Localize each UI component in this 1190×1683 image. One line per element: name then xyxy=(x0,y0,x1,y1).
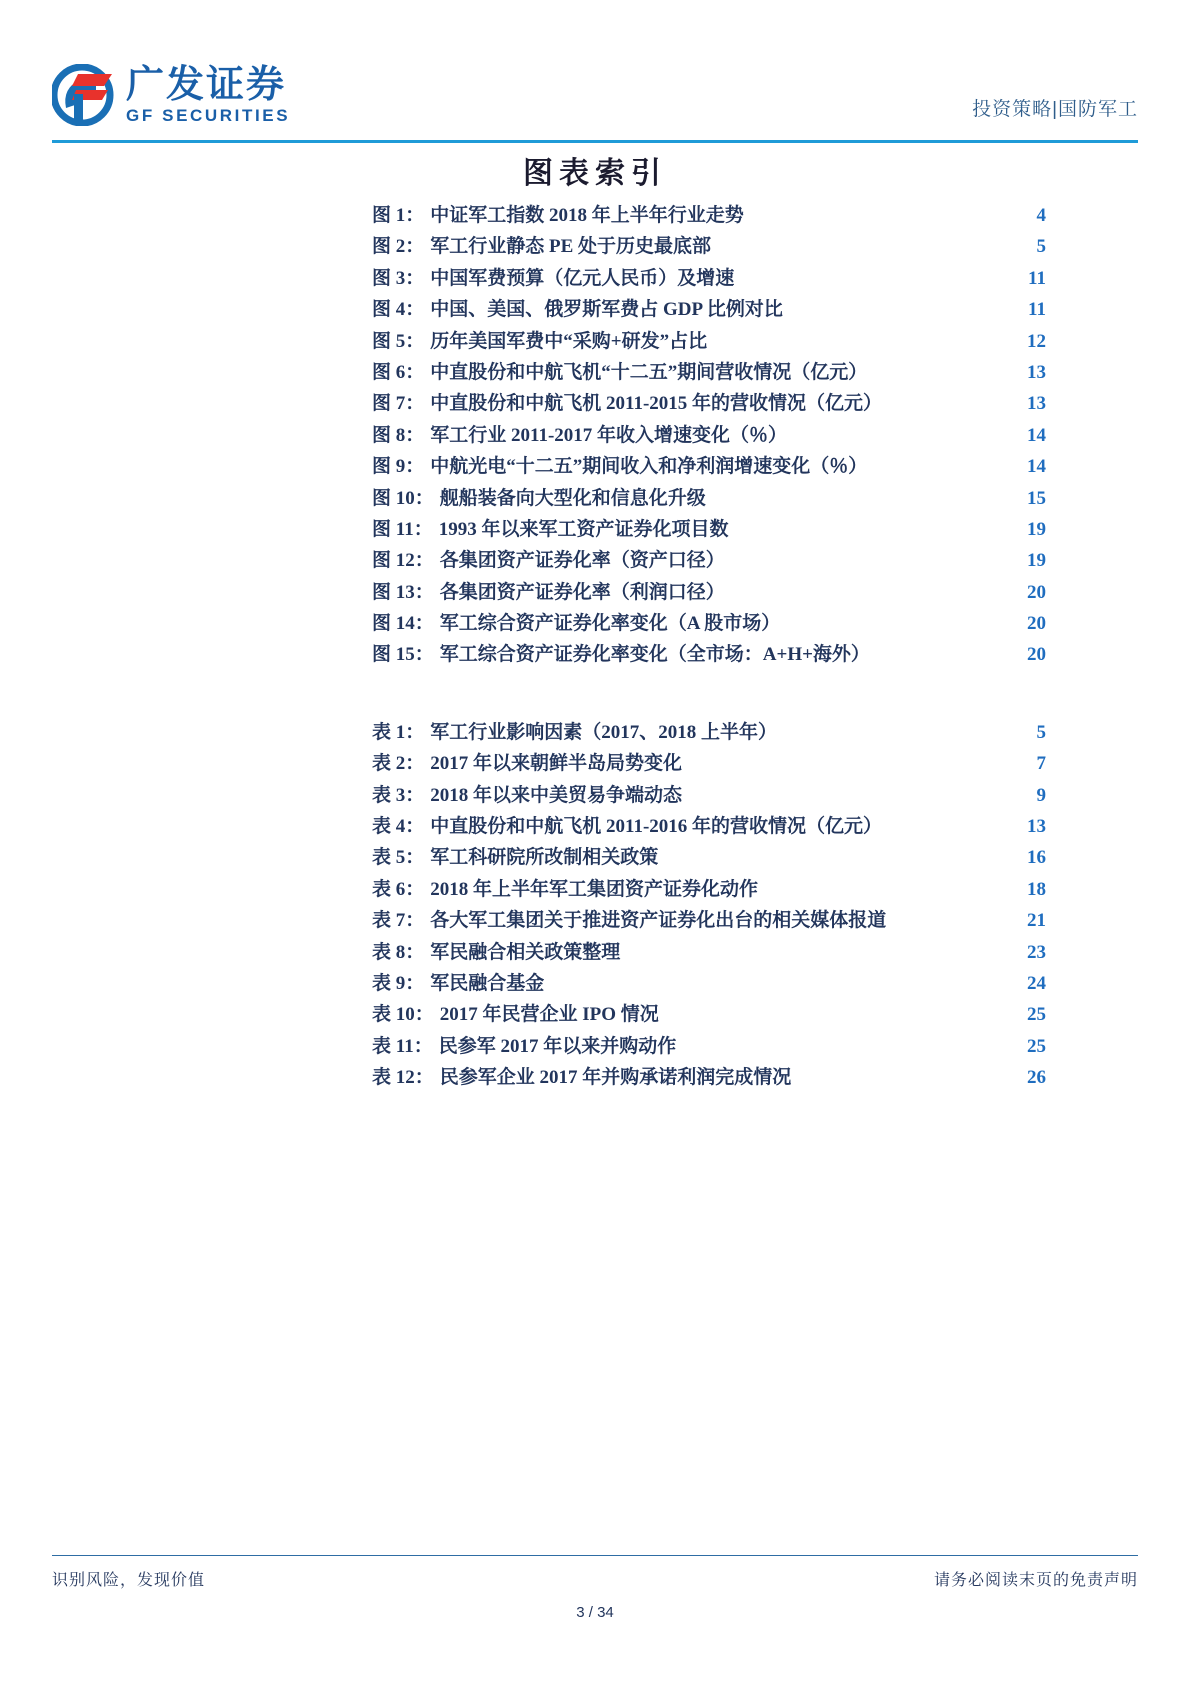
toc-entry-number: 图 6： xyxy=(372,361,425,383)
toc-entry-number: 表 11： xyxy=(372,1035,433,1057)
toc-entry-page[interactable]: 14 xyxy=(1027,424,1046,446)
toc-entry-figure[interactable] xyxy=(372,388,1046,419)
toc-entry-page[interactable]: 20 xyxy=(1027,581,1046,603)
toc-entry-number: 图 14： xyxy=(372,613,434,635)
toc-entry-page[interactable]: 20 xyxy=(1027,644,1046,666)
toc-entry-page[interactable]: 9 xyxy=(1036,784,1046,806)
page-number: 3 / 34 xyxy=(576,1604,614,1621)
toc-entry-table[interactable] xyxy=(372,780,1046,811)
toc-entry-label: 军工行业静态 PE 处于历史最底部 xyxy=(430,236,712,258)
toc-entry-table[interactable] xyxy=(372,748,1046,779)
toc-entry-number: 图 7： xyxy=(372,393,425,415)
toc-entry-page[interactable]: 4 xyxy=(1036,205,1046,226)
toc-entry-number: 图 12： xyxy=(372,550,434,572)
toc-entry-table[interactable] xyxy=(372,874,1046,905)
toc-entry-label: 各集团资产证券化率（利润口径） xyxy=(439,581,725,603)
toc-entry-page[interactable]: 14 xyxy=(1027,456,1046,478)
table-of-contents xyxy=(372,200,1046,1094)
footer-disclaimer: 请务必阅读末页的免责声明 xyxy=(933,1572,1138,1589)
toc-entry-page[interactable]: 19 xyxy=(1027,550,1046,572)
toc-entry-number: 图 8： xyxy=(372,424,425,446)
toc-entry-figure[interactable] xyxy=(372,420,1046,451)
toc-entry-label: 中直股份和中航飞机 2011-2015 年的营收情况（亿元） xyxy=(430,393,883,415)
toc-entry-number: 图 1： xyxy=(372,205,425,226)
toc-entry-label: 各集团资产证券化率（资产口径） xyxy=(439,550,725,572)
toc-entry-number: 表 3： xyxy=(372,784,425,806)
toc-entry-number: 图 4： xyxy=(372,299,425,321)
toc-entry-number: 图 2： xyxy=(372,236,425,258)
toc-entry-page[interactable]: 18 xyxy=(1027,878,1046,900)
header-divider xyxy=(52,140,1138,143)
toc-entry-table[interactable] xyxy=(372,717,1046,748)
table-index-group xyxy=(372,717,1046,1094)
toc-entry-page[interactable]: 11 xyxy=(1028,267,1046,289)
toc-entry-number: 表 5： xyxy=(372,847,425,869)
toc-entry-label: 1993 年以来军工资产证券化项目数 xyxy=(438,518,729,540)
page-title: 图表索引 xyxy=(523,157,667,190)
toc-entry-label: 中直股份和中航飞机“十二五”期间营收情况（亿元） xyxy=(430,361,868,383)
toc-entry-table[interactable] xyxy=(372,1031,1046,1062)
toc-entry-figure[interactable] xyxy=(372,639,1046,670)
toc-entry-figure[interactable] xyxy=(372,200,1046,231)
toc-entry-page[interactable]: 5 xyxy=(1036,236,1046,258)
toc-entry-label: 2017 年以来朝鲜半岛局势变化 xyxy=(430,753,683,775)
toc-entry-page[interactable]: 15 xyxy=(1027,487,1046,509)
toc-entry-label: 军工行业影响因素（2017、2018 上半年） xyxy=(430,721,778,743)
toc-entry-number: 表 10： xyxy=(372,1004,434,1026)
toc-entry-label: 民参军企业 2017 年并购承诺利润完成情况 xyxy=(439,1067,792,1089)
toc-entry-figure[interactable] xyxy=(372,577,1046,608)
toc-entry-label: 历年美国军费中“采购+研发”占比 xyxy=(430,330,708,352)
toc-entry-number: 表 8： xyxy=(372,941,425,963)
toc-entry-page[interactable]: 5 xyxy=(1036,721,1046,743)
toc-entry-number: 表 1： xyxy=(372,721,425,743)
figure-index-group xyxy=(372,200,1046,671)
page-header xyxy=(52,58,1138,142)
toc-entry-figure[interactable] xyxy=(372,451,1046,482)
toc-entry-number: 图 15： xyxy=(372,644,434,666)
toc-entry-page[interactable]: 7 xyxy=(1036,753,1046,775)
toc-entry-number: 表 7： xyxy=(372,910,425,932)
toc-entry-page[interactable]: 25 xyxy=(1027,1035,1046,1057)
footer-divider xyxy=(52,1555,1138,1556)
toc-entry-label: 中国、美国、俄罗斯军费占 GDP 比例对比 xyxy=(430,299,783,321)
toc-entry-label: 军工行业 2011-2017 年收入增速变化（％） xyxy=(430,424,788,446)
toc-entry-label: 舰船装备向大型化和信息化升级 xyxy=(439,487,706,509)
toc-entry-label: 军民融合相关政策整理 xyxy=(430,941,621,963)
toc-entry-page[interactable]: 24 xyxy=(1027,972,1046,994)
toc-entry-label: 军工综合资产证券化率变化（全市场：A+H+海外） xyxy=(439,644,870,666)
toc-entry-figure[interactable] xyxy=(372,545,1046,576)
toc-entry-figure[interactable] xyxy=(372,608,1046,639)
toc-entry-label: 军工综合资产证券化率变化（A 股市场） xyxy=(439,613,781,635)
footer-slogan: 识别风险，发现价值 xyxy=(52,1572,206,1589)
toc-entry-page[interactable]: 11 xyxy=(1028,299,1046,321)
toc-entry-table[interactable] xyxy=(372,968,1046,999)
toc-entry-page[interactable]: 16 xyxy=(1027,847,1046,869)
toc-entry-page[interactable]: 21 xyxy=(1027,910,1046,932)
toc-entry-page[interactable]: 26 xyxy=(1027,1067,1046,1089)
toc-entry-page[interactable]: 19 xyxy=(1027,518,1046,540)
toc-entry-number: 图 5： xyxy=(372,330,425,352)
toc-entry-figure[interactable] xyxy=(372,514,1046,545)
header-category: 投资策略|国防军工 xyxy=(972,99,1138,120)
toc-entry-number: 图 11： xyxy=(372,518,433,540)
toc-entry-page[interactable]: 12 xyxy=(1027,330,1046,352)
toc-entry-figure[interactable] xyxy=(372,231,1046,262)
toc-entry-number: 图 9： xyxy=(372,456,425,478)
toc-entry-figure[interactable] xyxy=(372,326,1046,357)
toc-entry-label: 2018 年以来中美贸易争端动态 xyxy=(430,784,683,806)
toc-entry-table[interactable] xyxy=(372,905,1046,936)
gf-securities-logo xyxy=(52,64,290,126)
toc-entry-figure[interactable] xyxy=(372,483,1046,514)
toc-entry-label: 中直股份和中航飞机 2011-2016 年的营收情况（亿元） xyxy=(430,816,883,838)
toc-entry-page[interactable]: 23 xyxy=(1027,941,1046,963)
logo-text-cn: 广发证券 xyxy=(126,64,287,106)
toc-section-spacer xyxy=(372,671,1046,717)
toc-entry-figure[interactable] xyxy=(372,263,1046,294)
toc-entry-label: 军工科研院所改制相关政策 xyxy=(430,847,659,869)
toc-entry-number: 图 13： xyxy=(372,581,434,603)
toc-entry-label: 2017 年民营企业 IPO 情况 xyxy=(439,1004,659,1026)
toc-entry-label: 中航光电“十二五”期间收入和净利润增速变化（％） xyxy=(430,456,868,478)
toc-entry-page[interactable]: 13 xyxy=(1027,361,1046,383)
toc-entry-figure[interactable] xyxy=(372,357,1046,388)
toc-entry-table[interactable] xyxy=(372,999,1046,1030)
toc-entry-label: 中证军工指数 2018 年上半年行业走势 xyxy=(430,205,744,226)
toc-entry-number: 表 9： xyxy=(372,972,425,994)
toc-entry-label: 民参军 2017 年以来并购动作 xyxy=(438,1035,677,1057)
toc-entry-table[interactable] xyxy=(372,842,1046,873)
toc-entry-page[interactable]: 20 xyxy=(1027,613,1046,635)
toc-entry-page[interactable]: 13 xyxy=(1027,816,1046,838)
toc-entry-number: 表 6： xyxy=(372,878,425,900)
toc-entry-number: 表 2： xyxy=(372,753,425,775)
toc-entry-label: 各大军工集团关于推进资产证券化出台的相关媒体报道 xyxy=(430,910,887,932)
gf-logo-mark-icon xyxy=(52,64,120,126)
toc-entry-label: 军民融合基金 xyxy=(430,972,545,994)
toc-entry-number: 表 4： xyxy=(372,816,425,838)
toc-entry-page[interactable]: 13 xyxy=(1027,393,1046,415)
logo-text-en: GF SECURITIES xyxy=(126,106,291,125)
toc-entry-label: 中国军费预算（亿元人民币）及增速 xyxy=(430,267,735,289)
toc-entry-table[interactable] xyxy=(372,1062,1046,1093)
toc-entry-page[interactable]: 25 xyxy=(1027,1004,1046,1026)
toc-entry-table[interactable] xyxy=(372,811,1046,842)
toc-entry-number: 表 12： xyxy=(372,1067,434,1089)
toc-entry-table[interactable] xyxy=(372,937,1046,968)
toc-entry-number: 图 3： xyxy=(372,267,425,289)
toc-entry-figure[interactable] xyxy=(372,294,1046,325)
toc-entry-label: 2018 年上半年军工集团资产证券化动作 xyxy=(430,878,759,900)
toc-entry-number: 图 10： xyxy=(372,487,434,509)
